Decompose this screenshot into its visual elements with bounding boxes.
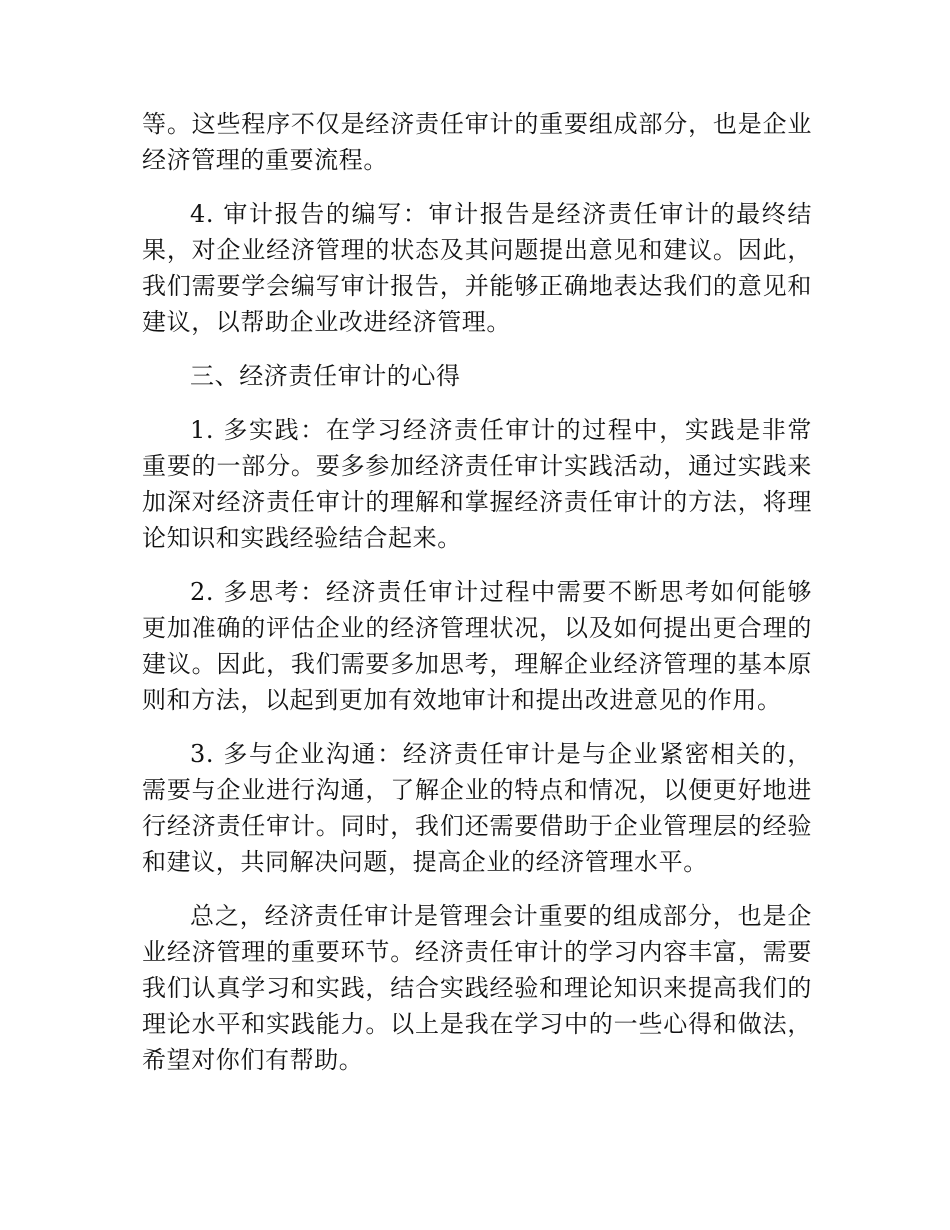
document-page xyxy=(142,106,812,1096)
section-heading: 三、经济责任审计的心得 xyxy=(190,362,461,390)
paragraph-audit-report: 4. 审计报告的编写：审计报告是经济责任审计的最终结果，对企业经济管理的状态及其问题提出意见和建议。因此，我们需要学会编写审计报告，并能够正确地表达我们的意见和建议，以帮助企业改进经济管理。 xyxy=(142,200,812,336)
paragraph-conclusion: 总之，经济责任审计是管理会计重要的组成部分，也是企业经济管理的重要环节。经济责任审计的学习内容丰富，需要我们认真学习和实践，结合实践经验和理论知识来提高我们的理论水平和实践能力。以上是我在学习中的一些心得和做法，希望对你们有帮助。 xyxy=(142,902,812,1074)
paragraph-communication: 3. 多与企业沟通：经济责任审计是与企业紧密相关的，需要与企业进行沟通，了解企业的特点和情况，以便更好地进行经济责任审计。同时，我们还需要借助于企业管理层的经验和建议，共同解决问题，提高企业的经济管理水平。 xyxy=(142,740,812,876)
paragraph-continuation: 等。这些程序不仅是经济责任审计的重要组成部分，也是企业经济管理的重要流程。 xyxy=(142,110,812,174)
paragraph-thinking: 2. 多思考：经济责任审计过程中需要不断思考如何能够更加准确的评估企业的经济管理状况，以及如何提出更合理的建议。因此，我们需要多加思考，理解企业经济管理的基本原则和方法，以起到更加有效地审计和提出改进意见的作用。 xyxy=(142,578,812,714)
paragraph-practice: 1. 多实践：在学习经济责任审计的过程中，实践是非常重要的一部分。要多参加经济责任审计实践活动，通过实践来加深对经济责任审计的理解和掌握经济责任审计的方法，将理论知识和实践经验结合起来。 xyxy=(142,416,812,552)
